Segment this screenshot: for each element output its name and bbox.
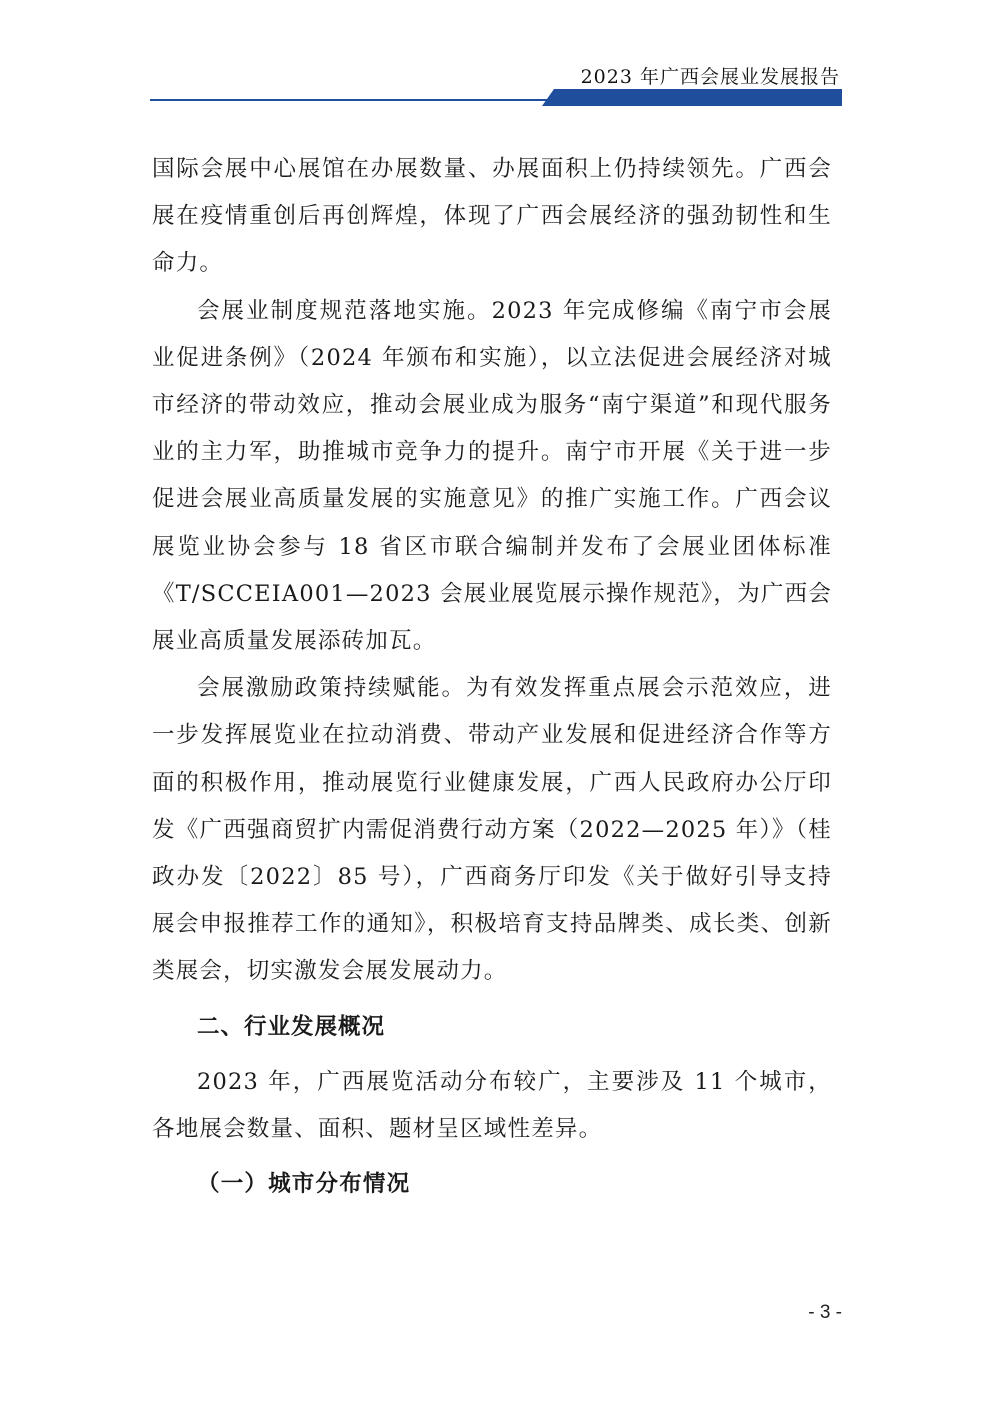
paragraph-incentives: 会展激励政策持续赋能。为有效发挥重点展会示范效应，进一步发挥展览业在拉动消费、带动产业发展和促进经济合作等方面的积极作用，推动展览行业健康发展，广西人民政府办公厅印发《广西强商贸扩内需促消费行动方案（2022—2025 年）》（桂政办发〔2022〕85 号），广西商务厅印发《关于做好引导支持展会申报推荐工作的通知》，积极培育支持品牌类、成长类、创新类展会，切实激发会展发展动力。 [152,675,832,985]
paragraph-overview: 2023 年，广西展览活动分布较广，主要涉及 11 个城市，各地展会数量、面积、题材呈区域性差异。 [152,1068,832,1142]
page-number: - 3 - [808,1302,842,1323]
paragraph-regulations: 会展业制度规范落地实施。2023 年完成修编《南宁市会展业促进条例》（2024 年颁布和实施），以立法促进会展经济对城市经济的带动效应，推动会展业成为服务“南宁渠道”和现代服务业的主力军，助推城市竞争力的提升。南宁市开展《关于进一步促进会展业高质量发展的实施意见》的推广实施工作。广西会议展览业协会参与 18 省区市联合编制并发布了会展业团体标准《T/SCCEIA001—2023 会展业展览展示操作规范》，为广西会展业高质量发展添砖加瓦。 [152,297,832,655]
header-accent-bar [542,89,842,106]
section-heading: 二、行业发展概况 [197,1013,386,1040]
subsection-heading: （一）城市分布情况 [197,1171,411,1198]
header-title: 2023 年广西会展业发展报告 [580,66,840,88]
paragraph-continued: 国际会展中心展馆在办展数量、办展面积上仍持续领先。广西会展在疫情重创后再创辉煌，体现了广西会展经济的强劲韧性和生命力。 [152,156,832,277]
page-body [152,146,832,1208]
